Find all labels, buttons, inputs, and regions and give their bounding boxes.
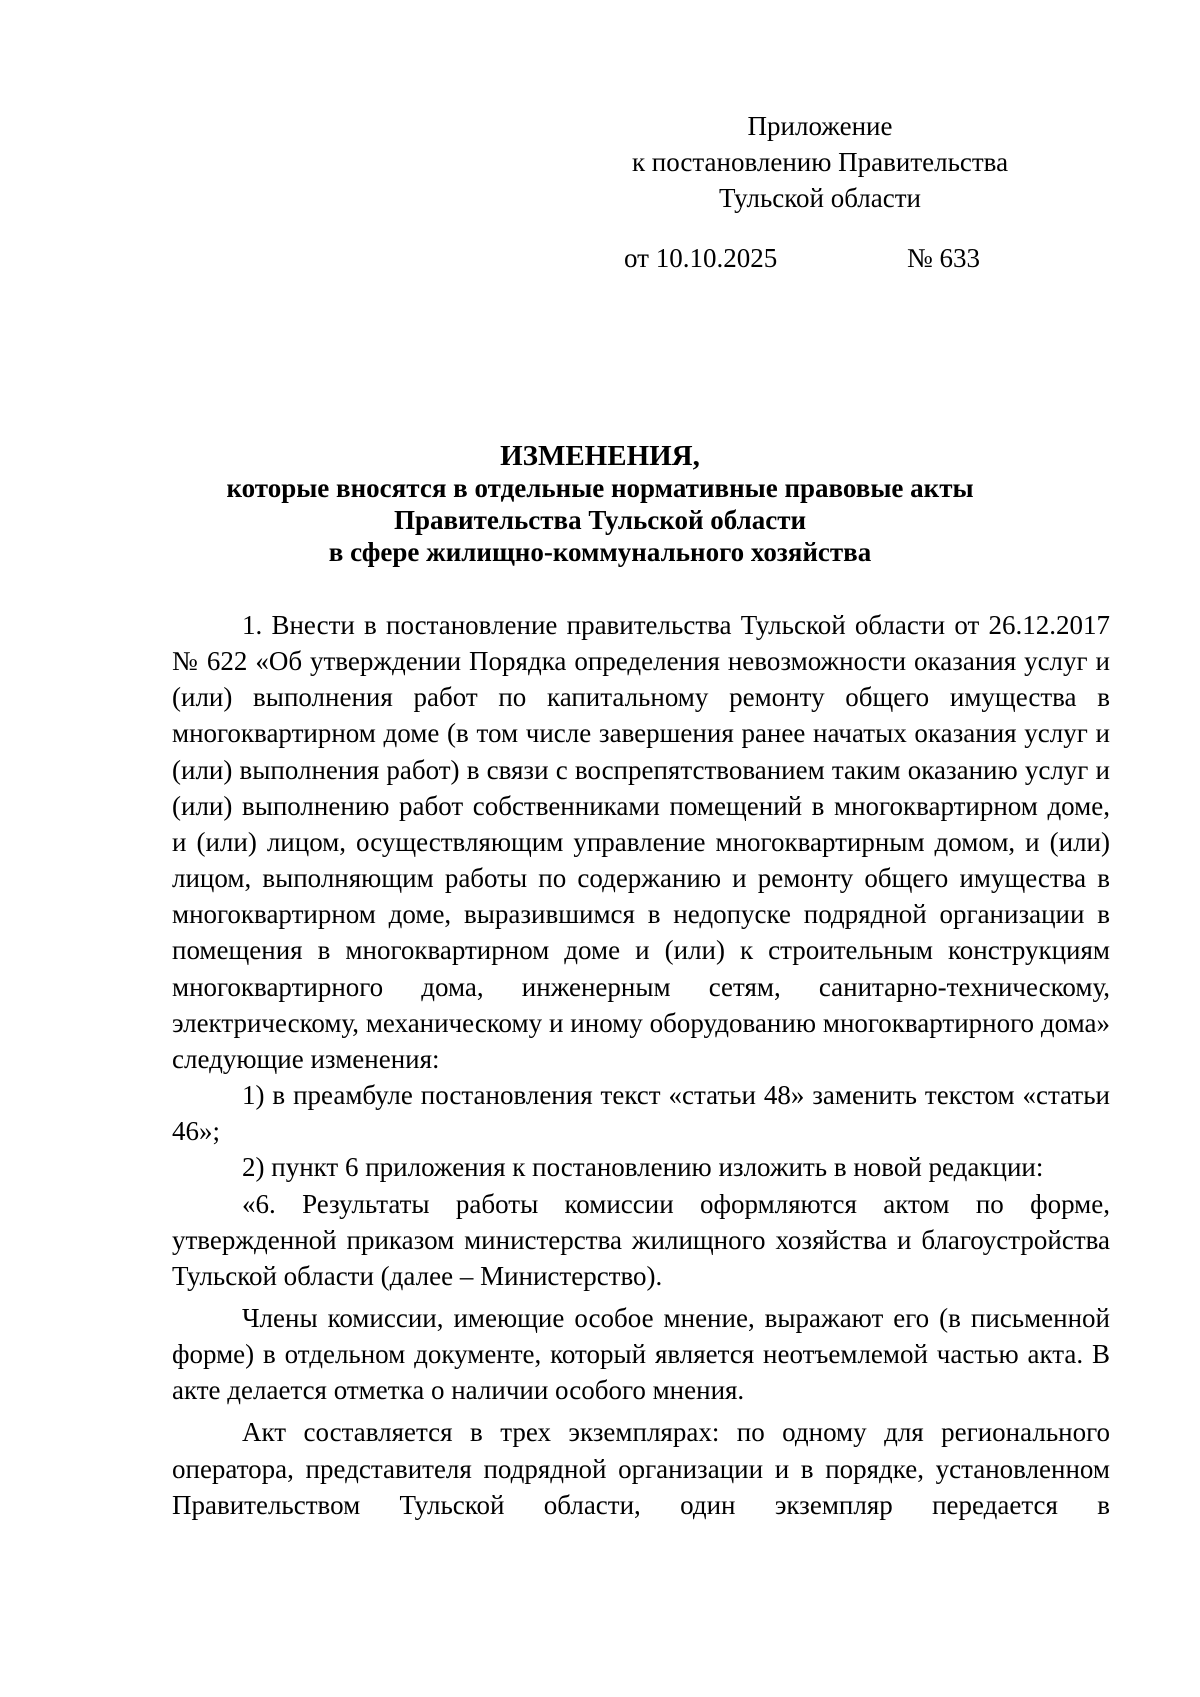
resolution-number: № 633	[907, 243, 981, 273]
title-line: которые вносятся в отдельные нормативные правовые акты	[226, 473, 974, 503]
document-title	[140, 440, 1060, 568]
appendix-line: Приложение	[747, 111, 893, 141]
appendix-header	[560, 108, 1080, 216]
appendix-line: Тульской области	[719, 183, 921, 213]
paragraph-subitem-2: 2) пункт 6 приложения к постановлению изложить в новой редакции:	[242, 1152, 1044, 1183]
paragraph-special-opinion: Члены комиссии, имеющие особое мнение, выражают его (в письменной форме) в отдельном документе, который является неотъемлемой частью акта. В акте делается отметка о наличии особого мнения.	[172, 1302, 1110, 1406]
title-line: Правительства Тульской области	[393, 505, 807, 535]
title-main: ИЗМЕНЕНИЯ,	[500, 440, 700, 472]
document-body	[172, 607, 1110, 1523]
paragraph-subitem-1: 1) в преамбуле постановления текст «статьи 48» заменить текстом «статьи 46»;	[172, 1080, 1110, 1147]
resolution-date: от 10.10.2025	[624, 243, 778, 273]
paragraph-act-copies: Акт составляется в трех экземплярах: по одному для регионального оператора, представителя подрядной организации и в порядке, установленном Правительством Тульской области, один экземпляр передается в	[172, 1417, 1110, 1520]
appendix-line: к постановлению Правительства	[631, 147, 1009, 177]
paragraph-item-1: 1. Внести в постановление правительства Тульской области от 26.12.2017 № 622 «Об утверждении Порядка определения невозможности оказания услуг и (или) выполнения работ по капитальному ремонту общего имущества в многоквартирном доме (в том числе завершения ранее начатых оказания услуг и (или) выполнения работ) в связи с воспрепятствованием таким оказанию услуг и (или) выполнению работ собственниками помещений в многоквартирном доме, и (или) лицом, осуществляющим управление многоквартирным домом, и (или) лицом, выполняющим работы по содержанию и ремонту общего имущества в многоквартирном доме, выразившимся в недопуске подрядной организации в помещения в многоквартирном доме и (или) к строительным конструкциям многоквартирного дома, инженерным сетям, санитарно-техническому, электрическому, механическому и иному оборудованию многоквартирного дома» следующие изменения:	[172, 610, 1110, 1074]
resolution-date-number	[624, 240, 981, 276]
paragraph-clause-6: «6. Результаты работы комиссии оформляются актом по форме, утвержденной приказом министерства жилищного хозяйства и благоустройства Тульской области (далее – Министерство).	[172, 1188, 1110, 1291]
title-line: в сфере жилищно-коммунального хозяйства	[328, 537, 872, 567]
